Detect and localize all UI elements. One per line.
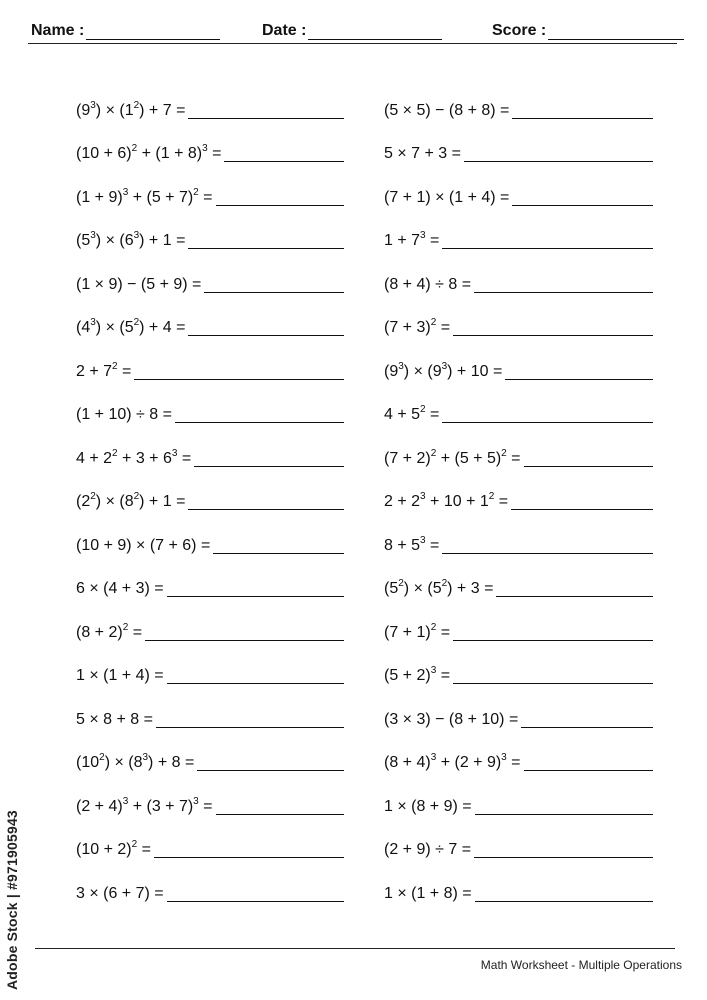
answer-blank[interactable]: [224, 160, 344, 162]
problem-expression: (2 + 9) ÷ 7 =: [384, 841, 472, 858]
date-field: [262, 22, 442, 42]
answer-blank[interactable]: [216, 204, 344, 206]
problem-row: [76, 557, 344, 601]
footer-divider: [35, 948, 675, 949]
problem-expression: $(7 + 2)^2 + (5 + 5)^2$ =: [384, 447, 521, 467]
problem-expression: $(10^2) \times (8^3) + 8$ =: [76, 752, 195, 771]
name-blank-line: [86, 25, 220, 40]
problem-expression: 6 × (4 + 3) =: [76, 580, 164, 597]
problem-row: [76, 252, 344, 296]
answer-blank[interactable]: [188, 117, 344, 119]
problem-expression: (3 × 3) − (8 + 10) =: [384, 710, 519, 728]
problem-row: [76, 600, 344, 644]
problem-row: [384, 426, 653, 470]
answer-blank[interactable]: [453, 334, 653, 336]
answer-blank[interactable]: [464, 160, 653, 162]
problem-expression: $(8 + 4)^3 + (2 + 9)^3$ =: [384, 752, 521, 771]
problem-row: [384, 644, 653, 688]
answer-blank[interactable]: [197, 769, 344, 771]
problem-row: [76, 426, 344, 470]
problem-row: [76, 774, 344, 818]
worksheet-header: [0, 0, 707, 46]
problem-expression: $(9^3) \times (1^2) + 7$ =: [76, 99, 186, 119]
problem-row: [76, 818, 344, 862]
problem-expression: $(2^2) \times (8^2) + 1$ =: [76, 491, 186, 510]
problem-expression: $(5 + 2)^3$ =: [384, 665, 451, 684]
answer-blank[interactable]: [167, 595, 344, 597]
problem-expression: (10 + 9) × (7 + 6) =: [76, 536, 211, 554]
answer-blank[interactable]: [524, 769, 653, 771]
answer-blank[interactable]: [442, 247, 653, 249]
problem-row: [384, 687, 653, 731]
answer-blank[interactable]: [442, 552, 653, 554]
answer-blank[interactable]: [453, 682, 653, 684]
problem-row: [384, 600, 653, 644]
answer-blank[interactable]: [167, 900, 344, 902]
problem-expression: (1 + 10) ÷ 8 =: [76, 406, 172, 423]
problem-row: [76, 644, 344, 688]
problem-row: [384, 557, 653, 601]
problem-row: [384, 513, 653, 557]
answer-blank[interactable]: [496, 595, 653, 597]
name-field: [31, 22, 220, 42]
answer-blank[interactable]: [167, 682, 344, 684]
problem-row: [76, 470, 344, 514]
problem-row: [384, 209, 653, 253]
problem-expression: $(10 + 6)^2 + (1 + 8)^3$ =: [76, 143, 222, 162]
name-label: Name :: [31, 22, 85, 39]
answer-blank[interactable]: [505, 378, 653, 380]
score-field: [492, 22, 684, 42]
problem-row: [76, 122, 344, 166]
problem-row: [384, 339, 653, 383]
problem-expression: 3 × (6 + 7) =: [76, 884, 164, 902]
problem-row: [384, 296, 653, 340]
problem-expression: (1 × 9) − (5 + 9) =: [76, 275, 202, 293]
problem-row: [384, 774, 653, 818]
problem-row: [384, 861, 653, 905]
problem-expression: $(7 + 3)^2$ =: [384, 317, 451, 336]
answer-blank[interactable]: [175, 421, 344, 423]
problem-expression: $(10 + 2)^2$ =: [76, 839, 151, 858]
problem-row: [384, 731, 653, 775]
answer-blank[interactable]: [524, 465, 653, 467]
problem-row: [76, 383, 344, 427]
answer-blank[interactable]: [475, 813, 653, 815]
problem-expression: 1 × (1 + 8) =: [384, 884, 472, 902]
answer-blank[interactable]: [442, 421, 653, 423]
problem-row: [76, 513, 344, 557]
answer-blank[interactable]: [216, 813, 344, 815]
answer-blank[interactable]: [204, 291, 344, 293]
problem-expression: $(8 + 2)^2$ =: [76, 621, 143, 641]
problem-expression: (8 + 4) ÷ 8 =: [384, 275, 472, 293]
score-label: Score :: [492, 22, 547, 39]
answer-blank[interactable]: [188, 247, 344, 249]
answer-blank[interactable]: [213, 552, 344, 554]
answer-blank[interactable]: [154, 856, 344, 858]
answer-blank[interactable]: [474, 291, 653, 293]
problem-row: [76, 209, 344, 253]
answer-blank[interactable]: [512, 204, 653, 206]
problem-row: [76, 296, 344, 340]
problem-expression: 5 × 7 + 3 =: [384, 145, 461, 162]
problem-expression: $(1 + 9)^3 + (5 + 7)^2$ =: [76, 186, 213, 206]
problem-expression: $(5^3) \times (6^3) + 1$ =: [76, 230, 186, 249]
problem-row: [384, 165, 653, 209]
problem-expression: $(7 + 1)^2$ =: [384, 621, 451, 641]
answer-blank[interactable]: [511, 508, 653, 510]
problem-row: [384, 122, 653, 166]
problem-expression: $2 + 2^3 + 10 + 1^2$ =: [384, 491, 509, 510]
answer-blank[interactable]: [512, 117, 653, 119]
problem-expression: $4 + 2^2 + 3 + 6^3$ =: [76, 447, 192, 467]
answer-blank[interactable]: [188, 508, 344, 510]
answer-blank[interactable]: [521, 726, 653, 728]
problem-row: [76, 165, 344, 209]
problem-row: [384, 78, 653, 122]
problem-row: [76, 687, 344, 731]
problem-expression: $(2 + 4)^3 + (3 + 7)^3$ =: [76, 795, 213, 815]
problem-row: [384, 470, 653, 514]
problem-expression: $(5^2) \times (5^2) + 3$ =: [384, 578, 494, 597]
problem-expression: $(4^3) \times (5^2) + 4$ =: [76, 317, 186, 336]
answer-blank[interactable]: [453, 639, 653, 641]
answer-blank[interactable]: [145, 639, 344, 641]
problem-row: [76, 78, 344, 122]
problem-expression: 1 × (1 + 4) =: [76, 667, 164, 684]
problem-row: [76, 861, 344, 905]
stock-watermark-text: Adobe Stock | #971905943: [4, 810, 20, 990]
problem-expression: $2 + 7^2$ =: [76, 360, 132, 380]
answer-blank[interactable]: [474, 856, 653, 858]
problem-row: [76, 339, 344, 383]
problem-expression: $1 + 7^3$ =: [384, 230, 440, 249]
problem-expression: $8 + 5^3$ =: [384, 534, 440, 554]
answer-blank[interactable]: [134, 378, 344, 380]
problem-expression: 1 × (8 + 9) =: [384, 797, 472, 815]
answer-blank[interactable]: [475, 900, 653, 902]
problem-row: [76, 731, 344, 775]
problem-expression: (7 + 1) × (1 + 4) =: [384, 188, 510, 206]
header-divider: [28, 43, 677, 44]
footer-title: Math Worksheet - Multiple Operations: [480, 958, 682, 972]
answer-blank[interactable]: [194, 465, 344, 467]
problem-row: [384, 818, 653, 862]
problem-column-left: [76, 78, 344, 905]
problem-column-right: [384, 78, 653, 905]
answer-blank[interactable]: [156, 726, 344, 728]
date-label: Date :: [262, 22, 307, 39]
date-blank-line: [308, 25, 442, 40]
problem-row: [384, 252, 653, 296]
problem-row: [384, 383, 653, 427]
problem-expression: $(9^3) \times (9^3) + 10$ =: [384, 360, 503, 380]
answer-blank[interactable]: [188, 334, 344, 336]
score-blank-line: [548, 25, 684, 40]
problem-expression: 5 × 8 + 8 =: [76, 710, 153, 728]
problem-expression: (5 × 5) − (8 + 8) =: [384, 101, 510, 119]
problem-expression: $4 + 5^2$ =: [384, 404, 440, 423]
